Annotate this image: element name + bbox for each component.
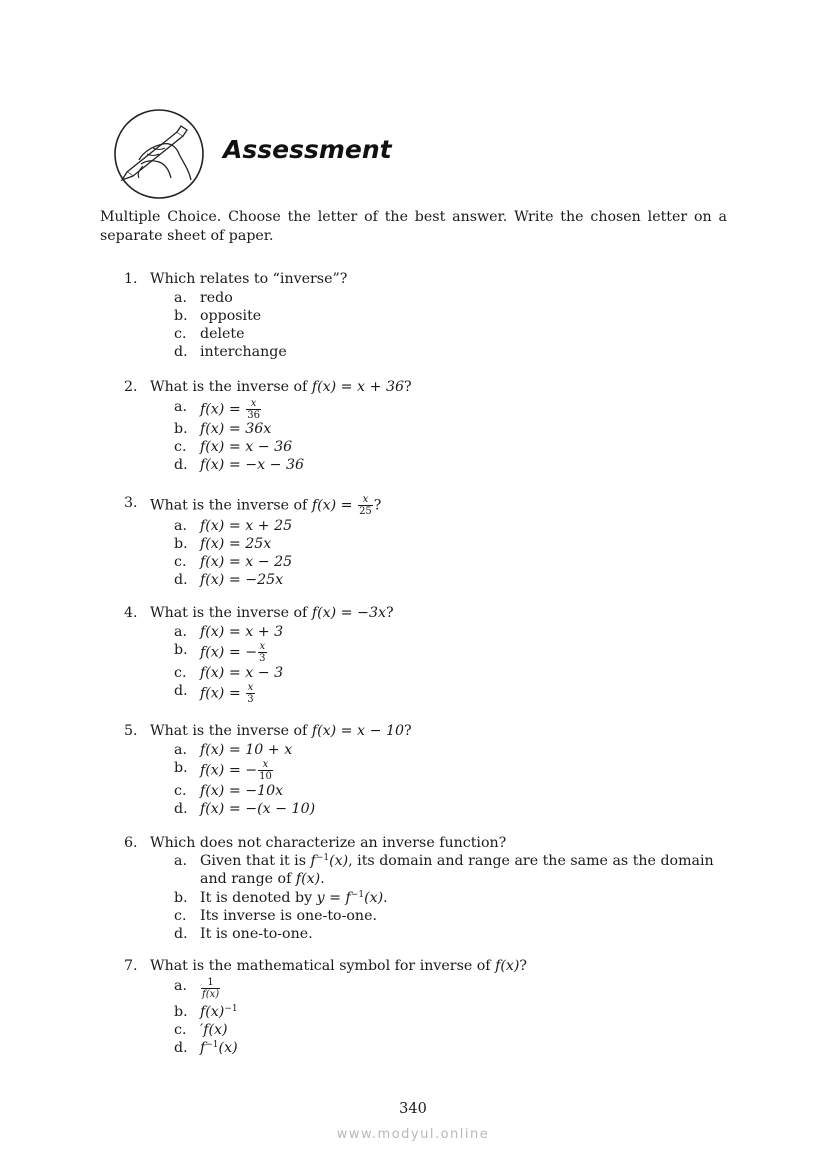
watermark: www.modyul.online <box>336 1127 490 1142</box>
question-text: What is the inverse of f(x) = x − 10? <box>150 723 412 739</box>
question-number: 2. <box>124 379 138 395</box>
question-text: Which does not characterize an inverse function? <box>150 835 507 851</box>
question-text: What is the inverse of f(x) = $\frac{x}{25}$ ? <box>150 494 382 517</box>
page-title: Assessment <box>223 135 392 164</box>
question-text: What is the inverse of f(x) = −3x? <box>150 605 394 621</box>
question-number: 6. <box>124 835 138 851</box>
question-number: 5. <box>124 723 138 739</box>
question-number: 3. <box>124 495 138 511</box>
question-text: What is the mathematical symbol for inverse of f(x)? <box>150 958 528 974</box>
hand-writing-pencil-icon <box>113 108 205 200</box>
instructions: Multiple Choice. Choose the letter of the best answer. Write the chosen letter on a separate sheet of paper. <box>100 209 727 244</box>
question-text: Which relates to “inverse”? <box>150 271 348 287</box>
question-text: What is the inverse of f(x) = x + 36? <box>150 379 412 395</box>
question-number: 4. <box>124 605 138 621</box>
question-number: 7. <box>124 958 138 974</box>
page-number: 340 <box>399 1101 427 1117</box>
question-number: 1. <box>124 271 138 287</box>
